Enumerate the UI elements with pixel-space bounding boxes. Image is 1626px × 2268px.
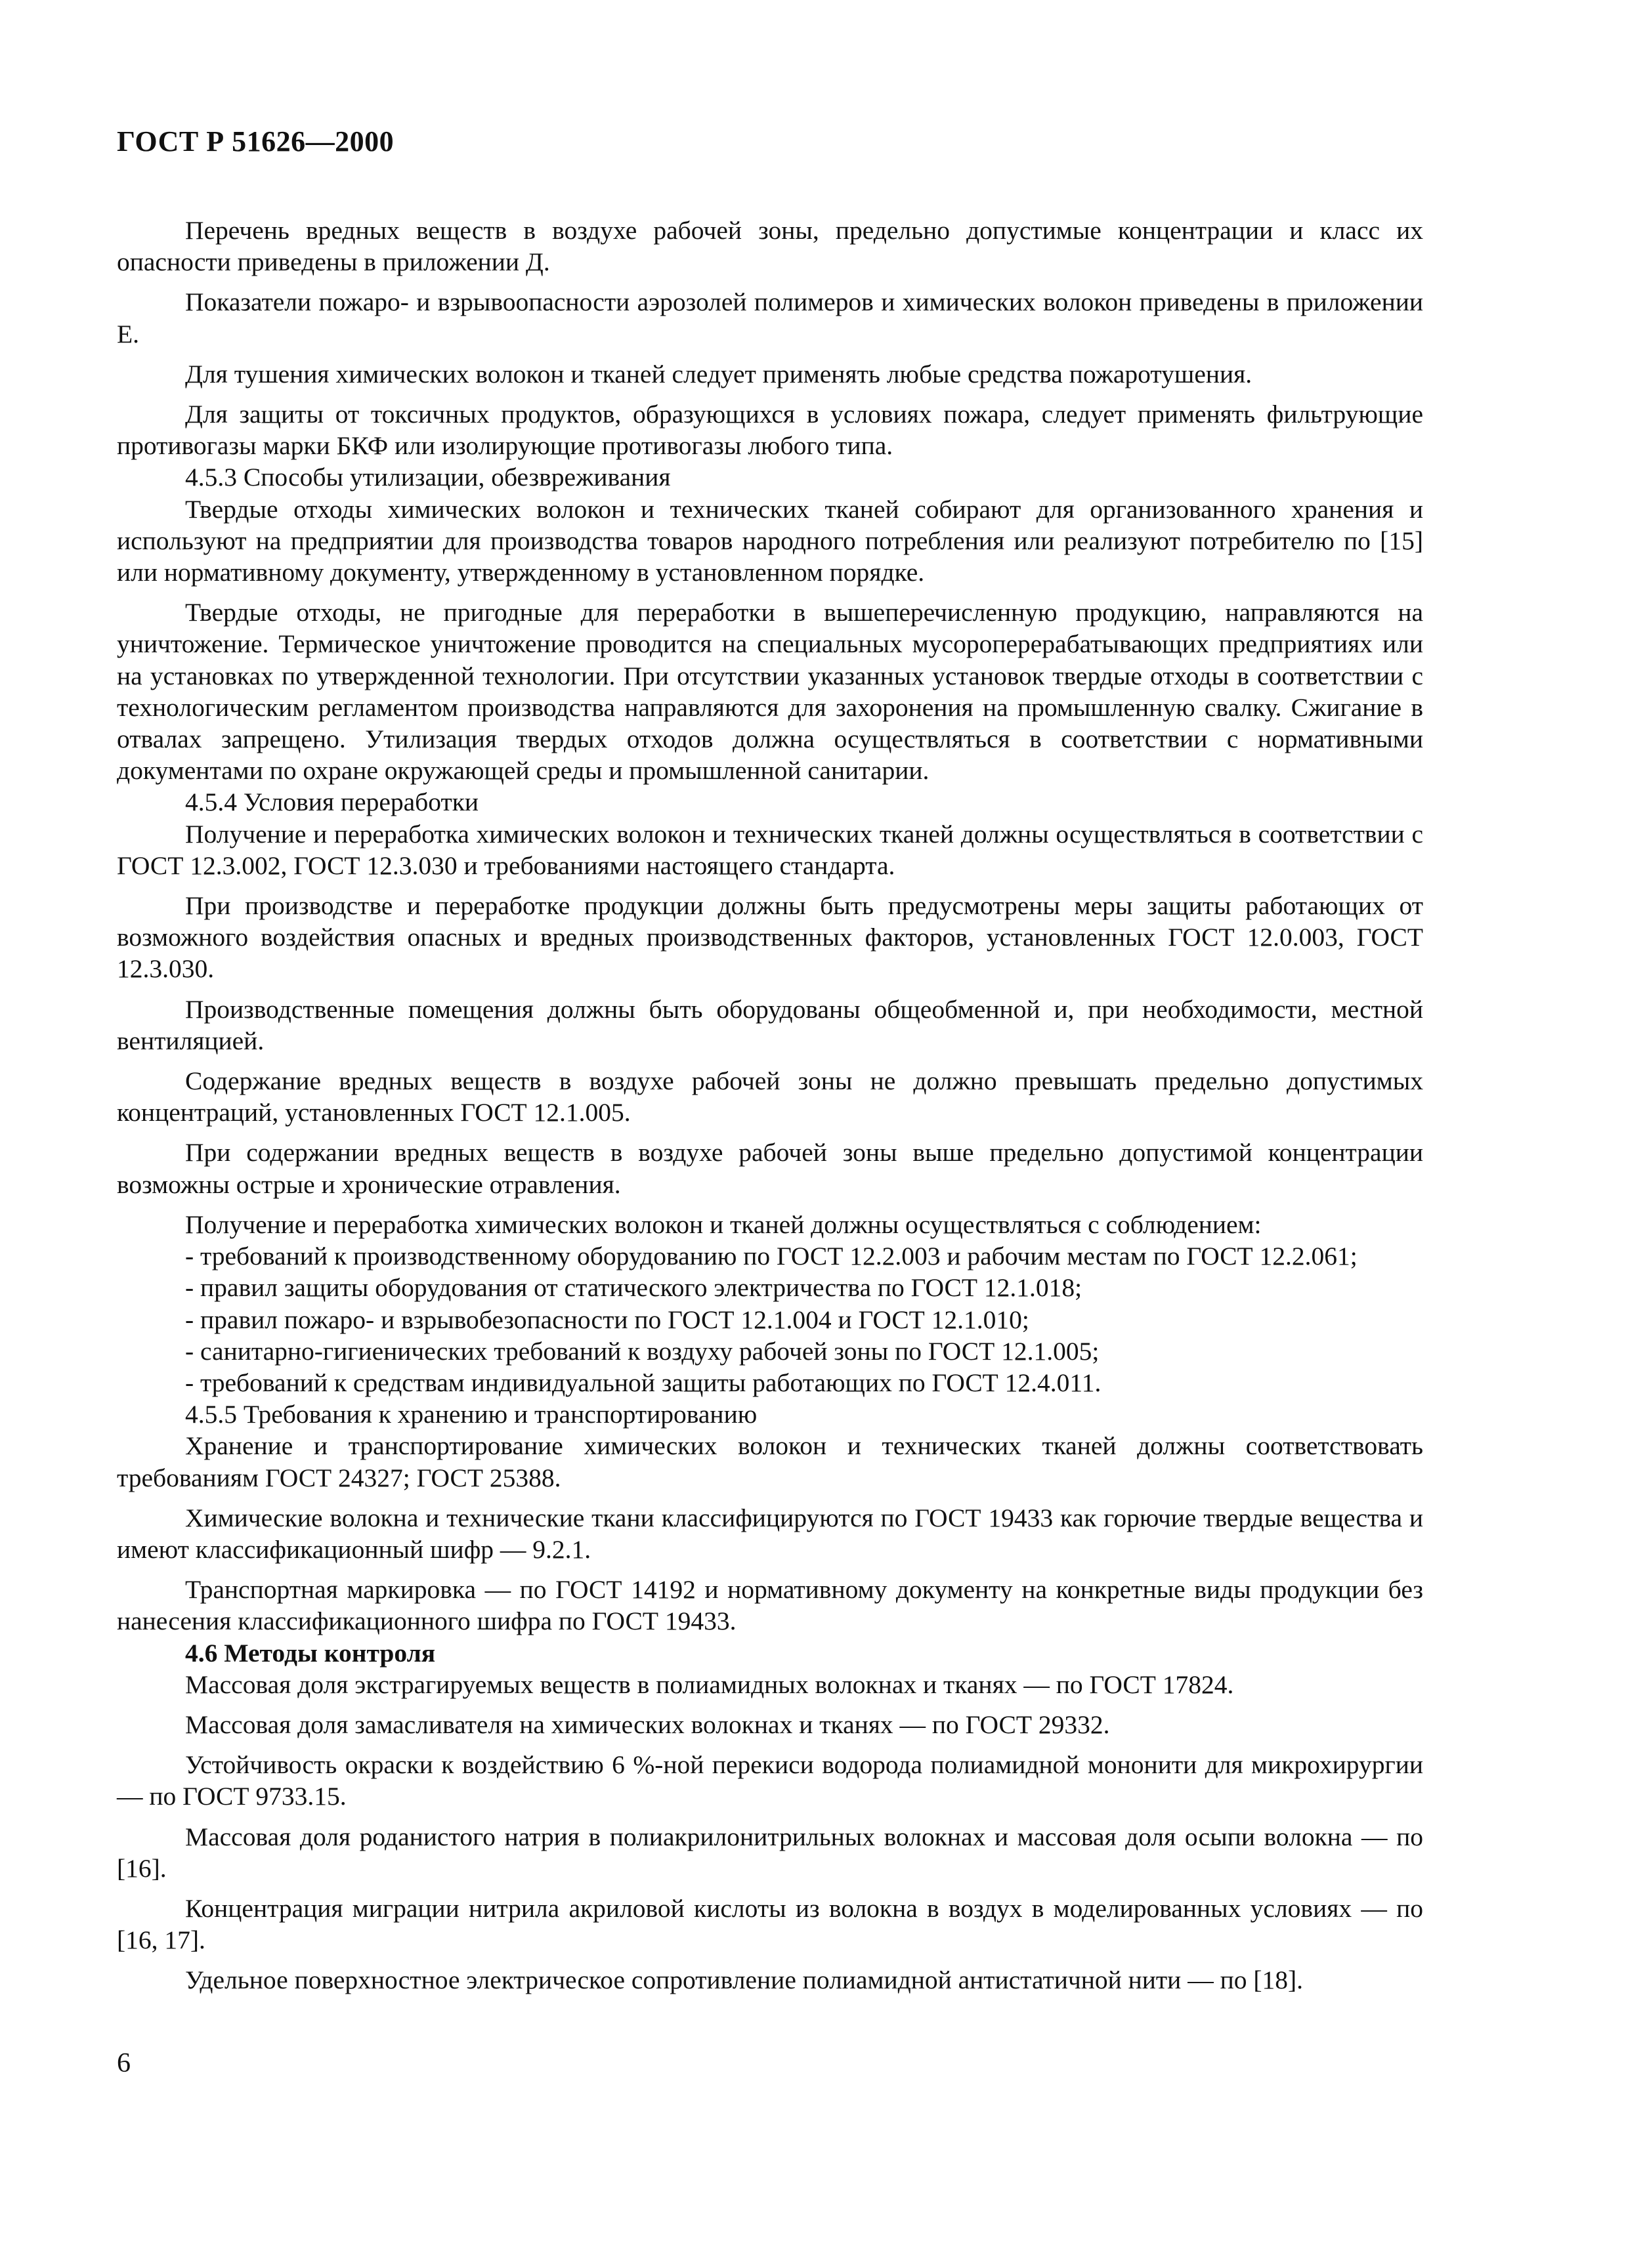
section-heading: 4.6 Методы контроля: [185, 1638, 436, 1668]
section-heading: 4.5.5 Требования к хранению и транспортированию: [185, 1400, 758, 1429]
list-item: - правил пожаро- и взрывобезопасности по ГОСТ 12.1.004 и ГОСТ 12.1.010;: [185, 1305, 1029, 1334]
paragraph: Для тушения химических волокон и тканей следует применять любые средства пожаротушения.: [185, 359, 1252, 388]
paragraph: Устойчивость окраски к воздействию 6 %-ной перекиси водорода полиамидной мононити для микрохирургии — по ГОСТ 9733.15.: [117, 1750, 1423, 1811]
paragraph: Концентрация миграции нитрила акриловой кислоты из волокна в воздух в моделированных условиях — по [16, 17].: [117, 1893, 1423, 1955]
paragraph: Массовая доля замасливателя на химических волокнах и тканях — по ГОСТ 29332.: [185, 1710, 1110, 1739]
paragraph: Производственные помещения должны быть оборудованы общеобменной и, при необходимости, местной вентиляцией.: [117, 994, 1423, 1055]
paragraph: Транспортная маркировка — по ГОСТ 14192 и нормативному документу на конкретные виды продукции без нанесения классификационного шифра по ГОСТ 19433.: [117, 1575, 1423, 1636]
document-header: ГОСТ Р 51626—2000: [117, 125, 395, 158]
paragraph: Хранение и транспортирование химических волокон и технических тканей должны соответствовать требованиям ГОСТ 24327; ГОСТ 25388.: [117, 1431, 1423, 1492]
paragraph: Показатели пожаро- и взрывоопасности аэрозолей полимеров и химических волокон приведены в приложении Е.: [117, 287, 1423, 348]
section-heading: 4.5.4 Условия переработки: [185, 788, 479, 817]
paragraph: Массовая доля роданистого натрия в полиакрилонитрильных волокнах и массовая доля осыпи волокна — по [16].: [117, 1822, 1423, 1883]
paragraph: Перечень вредных веществ в воздухе рабочей зоны, предельно допустимые концентрации и класс их опасности приведены в приложении Д.: [117, 216, 1423, 277]
paragraph: Получение и переработка химических волокон и тканей должны осуществляться с соблюдением:: [185, 1209, 1262, 1239]
paragraph: Твердые отходы химических волокон и технических тканей собирают для организованного хранения и используют на предприятии для производства товаров народного потребления или реализуют потребителю по [15] или нормативному документу, утвержденному в установленном порядке.: [117, 494, 1423, 587]
paragraph: При содержании вредных веществ в воздухе рабочей зоны выше предельно допустимой концентрации возможны острые и хронические отравления.: [117, 1138, 1423, 1199]
list-item: - требований к производственному оборудованию по ГОСТ 12.2.003 и рабочим местам по ГОСТ 12.2.061;: [185, 1242, 1358, 1271]
paragraph: Для защиты от токсичных продуктов, образующихся в условиях пожара, следует применять фильтрующие противогазы марки БКФ или изолирующие противогазы любого типа.: [117, 400, 1423, 461]
list-item: - санитарно-гигиенических требований к воздуху рабочей зоны по ГОСТ 12.1.005;: [185, 1336, 1100, 1366]
list-item: - требований к средствам индивидуальной защиты работающих по ГОСТ 12.4.011.: [185, 1368, 1102, 1397]
paragraph: Химические волокна и технические ткани классифицируются по ГОСТ 19433 как горючие твердые вещества и имеют классификационный шифр — 9.2.1.: [117, 1503, 1423, 1564]
page-number: 6: [117, 2048, 131, 2078]
paragraph: Твердые отходы, не пригодные для переработки в вышеперечисленную продукцию, направляются на уничтожение. Термическое уничтожение проводится на специальных мусороперерабатывающих предприятиях или на установках по утвержденной технологии. При отсутствии указанных установок твердые отходы в соответствии с технологическим регламентом производства направляются для захоронения на промышленную свалку. Сжигание в отвалах запрещено. Утилизация твердых отходов должна осуществляться в соответствии с нормативными документами по охране окружающей среды и промышленной санитарии.: [117, 598, 1423, 786]
paragraph: Содержание вредных веществ в воздухе рабочей зоны не должно превышать предельно допустимых концентраций, установленных ГОСТ 12.1.005.: [117, 1066, 1423, 1127]
list-item: - правил защиты оборудования от статического электричества по ГОСТ 12.1.018;: [185, 1273, 1082, 1303]
paragraph: Получение и переработка химических волокон и технических тканей должны осуществляться в соответствии с ГОСТ 12.3.002, ГОСТ 12.3.030 и требованиями настоящего стандарта.: [117, 819, 1423, 880]
paragraph: Массовая доля экстрагируемых веществ в полиамидных волокнах и тканях — по ГОСТ 17824.: [185, 1670, 1234, 1699]
document-body: [117, 206, 1423, 1996]
section-heading: 4.5.3 Способы утилизации, обезвреживания: [185, 463, 671, 492]
paragraph: При производстве и переработке продукции должны быть предусмотрены меры защиты работающих от возможного воздействия опасных и вредных производственных факторов, установленных ГОСТ 12.0.003, ГОСТ 12.3.030.: [117, 891, 1423, 984]
paragraph: Удельное поверхностное электрическое сопротивление полиамидной антистатичной нити — по [18].: [185, 1965, 1304, 1995]
